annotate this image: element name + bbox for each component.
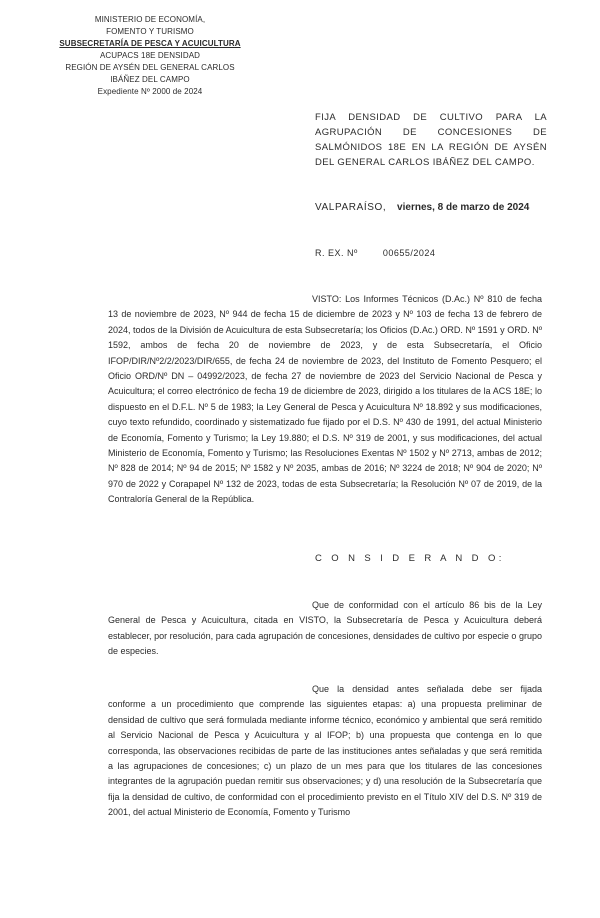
dateline-date: viernes, 8 de marzo de 2024 xyxy=(397,202,530,213)
considerando-heading: C O N S I D E R A N D O: xyxy=(315,553,505,564)
resolution-subject: FIJA DENSIDAD DE CULTIVO PARA LA AGRUPACIÓN DE CONCESIONES DE SALMÓNIDOS 18E EN LA REGIÓN DE AYSÉN DEL GENERAL CARLOS IBÁÑEZ DEL CAMPO. xyxy=(315,112,547,168)
dateline xyxy=(315,202,529,213)
ministry-name-cont: FOMENTO Y TURISMO xyxy=(106,27,194,36)
consider-paragraph-2 xyxy=(108,682,542,821)
file-reference: ACUPACS 18E DENSIDAD xyxy=(99,51,201,60)
visto-paragraph xyxy=(108,292,542,508)
consider-text-2: Que la densidad antes señalada debe ser fijada conforme a un procedimiento que comprende las siguientes etapas: a) una propuesta preliminar de densidad de cultivo que será formulada mediante informe técnico, económico y ambiental que será remitido al Servicio Nacional de Pesca y Acuicultura y al IFOP; b) una propuesta que contenga en lo que corresponda, las observaciones recibidas de parte de las instituciones antes señaladas y que será remitida a las agrupaciones de concesiones; c) un plazo de un mes para que los titulares de las concesiones integrantes de la agrupación puedan remitir sus observaciones; y d) una resolución de la Subsecretaría que fija la densidad de cultivo, de conformidad con el procedimiento previsto en el Título XIV del D.S. Nº 319 de 2001, del actual Ministerio de Economía, Fomento y Turismo xyxy=(108,684,542,818)
undersecretariat-name: SUBSECRETARÍA DE PESCA Y ACUICULTURA xyxy=(59,39,241,48)
visto-text: VISTO: Los Informes Técnicos (D.Ac.) Nº 810 de fecha 13 de noviembre de 2023, Nº 944 de fecha 15 de diciembre de 2023 y Nº 103 de fecha 13 de febrero de 2024, todos de la División de Acuicultura de esta Subsecretaría; los Oficios (D.Ac.) ORD. Nº 1591 y ORD. Nº 1592, ambos de fecha 20 de noviembre de 2023, y de esta Subsecretaría, el Oficio IFOP/DIR/Nº2/2/2023/DIR/655, de fecha 24 de noviembre de 2023, del Instituto de Fomento Pesquero; el Oficio ORD/Nº DN – 04992/2023, de fecha 27 de noviembre de 2023 del Servicio Nacional de Pesca y Acuicultura; el correo electrónico de fecha 19 de diciembre de 2023, dirigido a los titulares de la ACS 18E; lo dispuesto en el D.F.L. Nº 5 de 1983; la Ley General de Pesca y Acuicultura Nº 18.892 y sus modificaciones, cuyo texto refundido, coordinado y sistematizado fue fijado por el D.S. Nº 430 de 1991, del actual Ministerio de Economía, Fomento y Turismo; la Ley 19.880; el D.S. Nº 319 de 2001, y sus modificaciones, del actual Ministerio de Economía, Fomento y Turismo; las Resoluciones Exentas Nº 1502 y Nº 2713, ambas de 2012; Nº 828 de 2014; Nº 94 de 2015; Nº 1582 y Nº 2035, ambas de 2016; Nº 3224 de 2018; Nº 904 de 2020; Nº 970 de 2022 y Corapapel Nº 132 de 2023, todas de esta Subsecretaría; la Resolución Nº 07 de 2019, de la Contraloría General de la República. xyxy=(108,294,542,505)
consider-text-1: Que de conformidad con el artículo 86 bis de la Ley General de Pesca y Acuicultura, citada en VISTO, la Subsecretaría de Pesca y Acuicultura deberá establecer, por resolución, para cada agrupación de concesiones, densidades de cultivo por especie o grupo de especies. xyxy=(108,600,542,657)
resolution-label: R. EX. Nº xyxy=(315,248,358,258)
region-name: REGIÓN DE AYSÉN DEL GENERAL CARLOS IBÁÑEZ DEL CAMPO xyxy=(65,63,235,84)
file-number: Expediente Nº 2000 de 2024 xyxy=(97,87,203,96)
resolution-number xyxy=(315,248,435,258)
ministry-name: MINISTERIO DE ECONOMÍA, xyxy=(94,15,206,24)
letterhead xyxy=(50,14,250,98)
consider-paragraph-1 xyxy=(108,598,542,660)
dateline-place: VALPARAÍSO, xyxy=(315,202,387,213)
resolution-number-value: 00655/2024 xyxy=(382,248,436,258)
